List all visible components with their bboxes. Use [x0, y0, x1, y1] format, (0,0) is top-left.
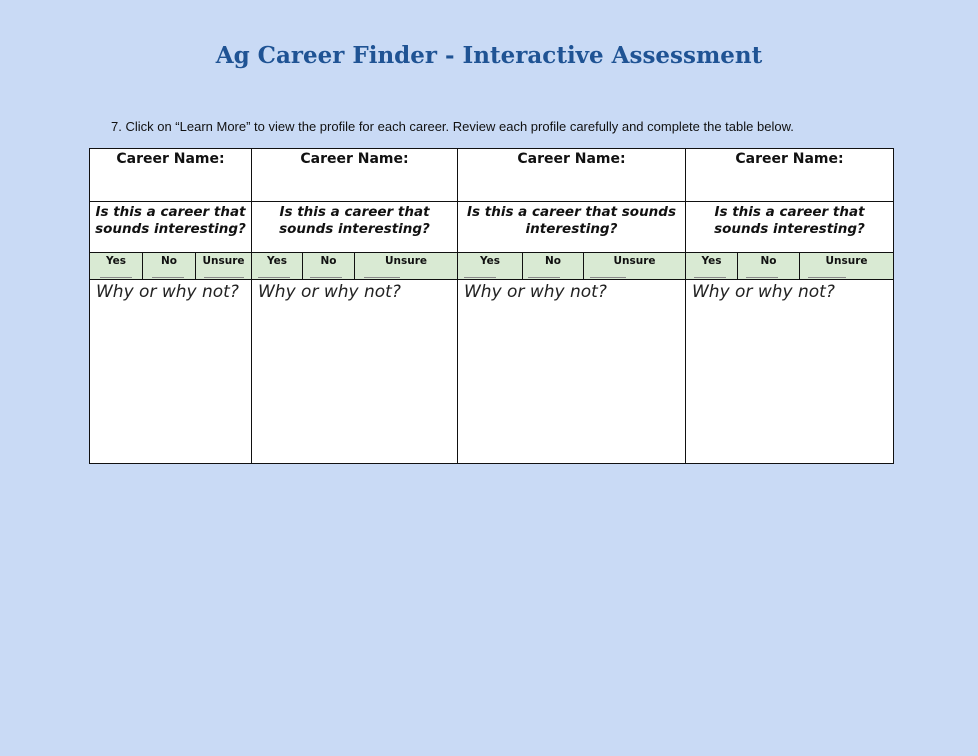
- answer-blank: [364, 277, 400, 278]
- response-area[interactable]: [458, 280, 685, 463]
- option-unsure[interactable]: Unsure: [613, 255, 656, 267]
- option-unsure[interactable]: Unsure: [384, 255, 428, 267]
- career-column-1: [90, 149, 251, 463]
- career-name-label: Career Name:: [116, 151, 225, 167]
- interest-question: Is this a career that sounds interesting?: [95, 204, 246, 237]
- answer-blank: [464, 277, 496, 278]
- response-area[interactable]: [90, 280, 251, 463]
- option-unsure[interactable]: Unsure: [202, 255, 245, 267]
- why-prompt: Why or why not?: [692, 282, 835, 302]
- career-name-label: Career Name:: [517, 151, 626, 167]
- why-prompt: Why or why not?: [96, 282, 239, 302]
- career-column-3: [458, 149, 685, 463]
- why-prompt: Why or why not?: [258, 282, 401, 302]
- option-no[interactable]: No: [760, 255, 777, 267]
- answer-blank: [746, 277, 778, 278]
- option-yes[interactable]: Yes: [105, 255, 126, 267]
- answer-blank: [590, 277, 626, 278]
- career-name-label: Career Name:: [735, 151, 844, 167]
- answer-blank: [152, 277, 184, 278]
- option-no[interactable]: No: [544, 255, 561, 267]
- option-yes[interactable]: Yes: [479, 255, 500, 267]
- option-yes[interactable]: Yes: [266, 255, 287, 267]
- option-no[interactable]: No: [160, 255, 177, 267]
- answer-blank: [694, 277, 726, 278]
- option-unsure[interactable]: Unsure: [825, 255, 868, 267]
- answer-blank: [808, 277, 846, 278]
- career-column-2: [252, 149, 457, 463]
- career-column-4: [686, 149, 893, 463]
- answer-blank: [528, 277, 560, 278]
- answer-blank: [100, 277, 132, 278]
- response-area[interactable]: [252, 280, 457, 463]
- instruction-text: 7. Click on “Learn More” to view the profile for each career. Review each profile carefully and complete the table below.: [111, 119, 794, 134]
- option-yes[interactable]: Yes: [701, 255, 722, 267]
- answer-blank: [310, 277, 342, 278]
- career-name-label: Career Name:: [300, 151, 409, 167]
- page-title: Ag Career Finder - Interactive Assessment: [215, 42, 763, 69]
- response-area[interactable]: [686, 280, 893, 463]
- why-prompt: Why or why not?: [464, 282, 607, 302]
- answer-blank: [258, 277, 290, 278]
- interest-question: Is this a career that sounds interesting?: [279, 204, 430, 237]
- interest-question: Is this a career that sounds interesting?: [467, 204, 676, 237]
- career-table: [89, 148, 894, 464]
- answer-blank: [204, 277, 244, 278]
- interest-question: Is this a career that sounds interesting?: [714, 204, 865, 237]
- option-no[interactable]: No: [320, 255, 337, 267]
